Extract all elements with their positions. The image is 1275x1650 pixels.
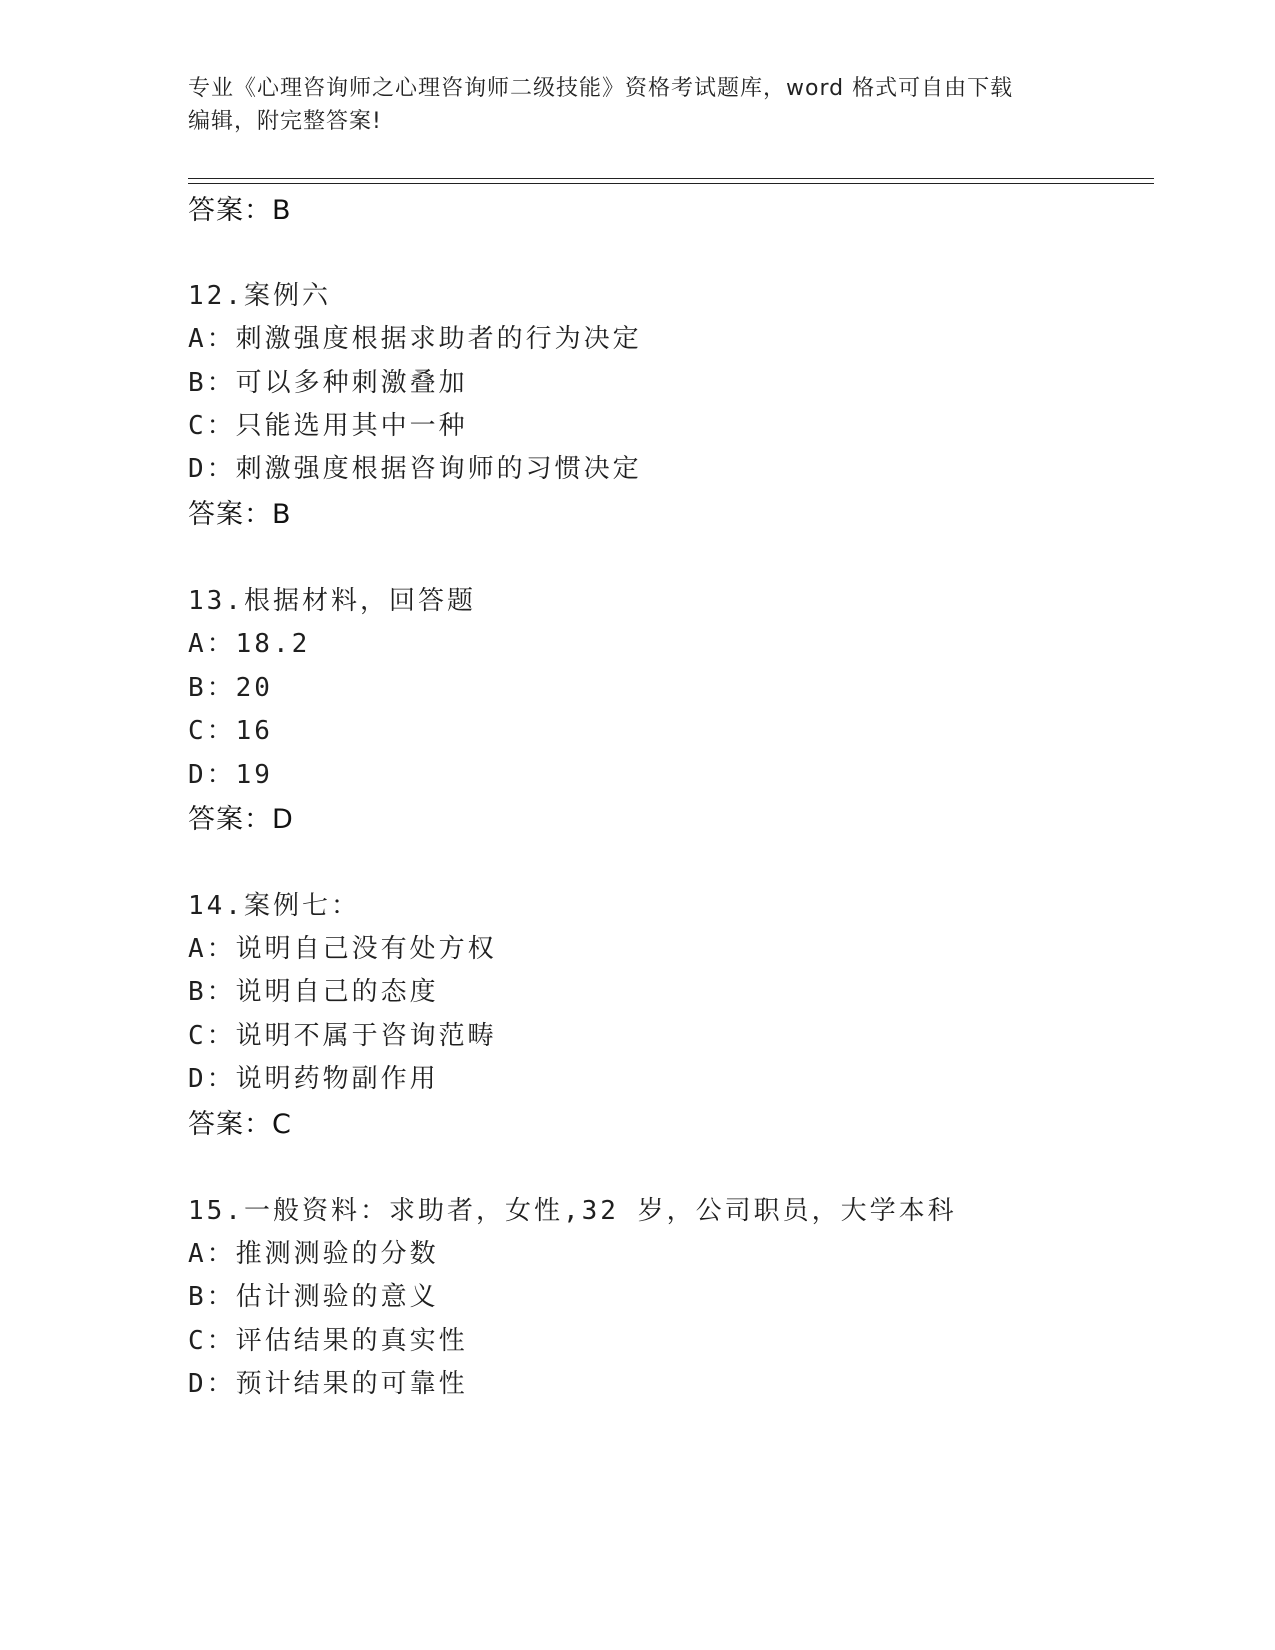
option-a: A：刺激强度根据求助者的行为决定	[188, 324, 642, 354]
option-b: B：可以多种刺激叠加	[188, 368, 468, 398]
answer-line: 答案：D	[188, 804, 294, 835]
option-c: C：16	[188, 716, 273, 746]
question-title: 12.案例六	[188, 281, 331, 311]
option-d: D：刺激强度根据咨询师的习惯决定	[188, 454, 642, 484]
option-d: D：预计结果的可靠性	[188, 1369, 468, 1399]
question-title: 13.根据材料，回答题	[188, 586, 476, 616]
answer-line: 答案：C	[188, 1109, 292, 1140]
option-c: C：评估结果的真实性	[188, 1326, 468, 1356]
header-line-1: 专业《心理咨询师之心理咨询师二级技能》资格考试题库，word 格式可自由下载	[188, 76, 1014, 101]
option-a: A：18.2	[188, 629, 311, 659]
option-b: B：估计测验的意义	[188, 1282, 439, 1312]
header-rule-top	[188, 178, 1154, 179]
header-line-2: 编辑，附完整答案!	[188, 109, 382, 134]
document-header	[188, 72, 1088, 138]
option-b: B：说明自己的态度	[188, 977, 439, 1007]
question-title: 15.一般资料：求助者，女性,32 岁，公司职员，大学本科	[188, 1196, 957, 1226]
option-a: A：推测测验的分数	[188, 1239, 439, 1269]
option-d: D：19	[188, 760, 273, 790]
option-d: D：说明药物副作用	[188, 1064, 439, 1094]
answer-line: 答案：B	[188, 499, 292, 530]
option-a: A：说明自己没有处方权	[188, 934, 497, 964]
option-b: B：20	[188, 673, 273, 703]
answer-line: 答案：B	[188, 195, 292, 226]
header-rule-bottom	[188, 183, 1154, 184]
option-c: C：只能选用其中一种	[188, 411, 468, 441]
question-title: 14.案例七：	[188, 891, 360, 921]
option-c: C：说明不属于咨询范畴	[188, 1021, 497, 1051]
